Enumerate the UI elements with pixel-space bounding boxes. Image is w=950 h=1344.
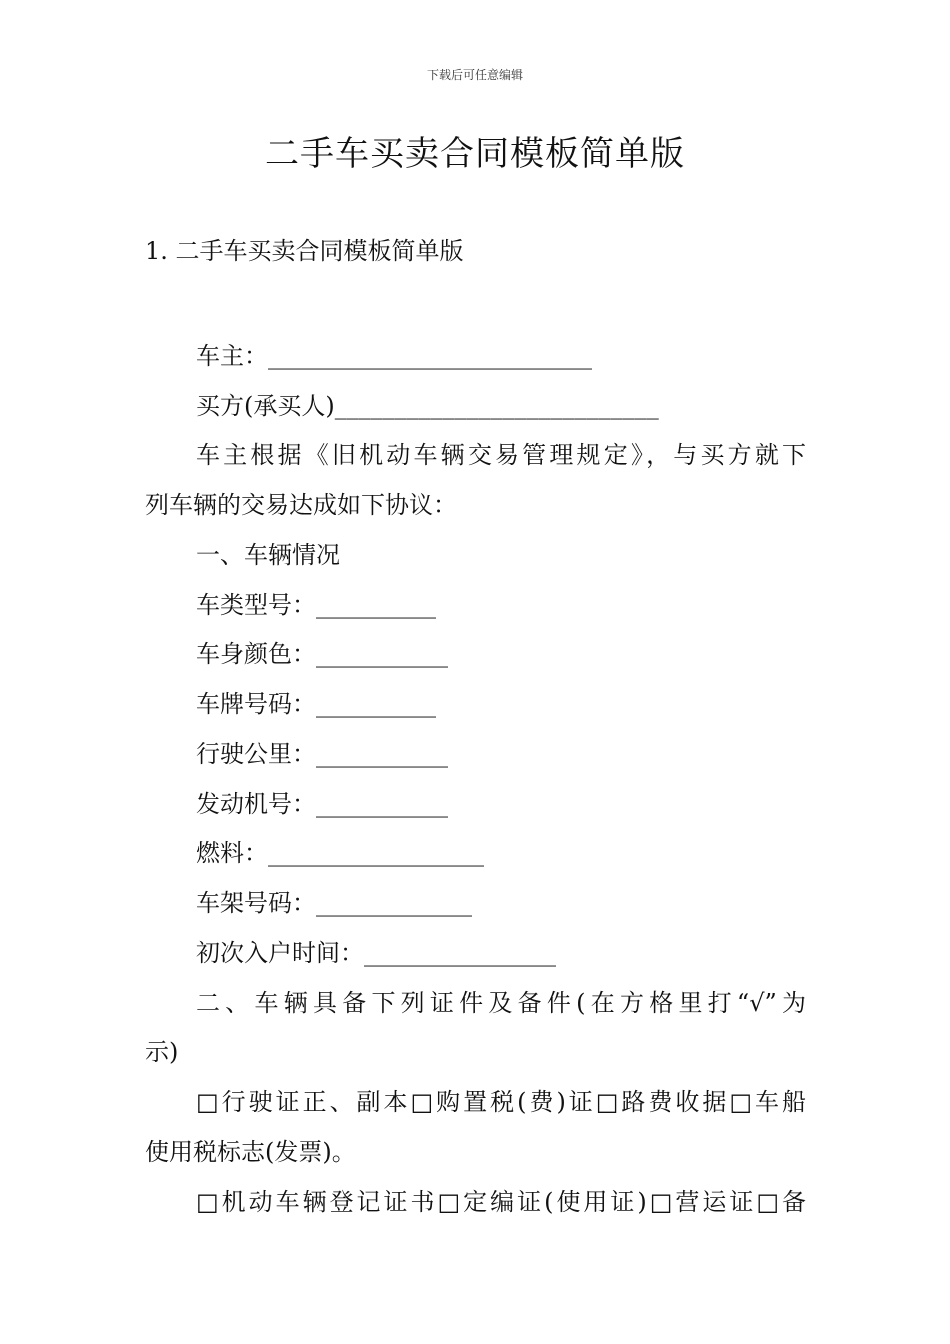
documents-checklist-line-3: □机动车辆登记证书□定编证(使用证)□营运证□备 xyxy=(196,1188,806,1216)
documents-heading-line-1: 二、车辆具备下列证件及备件(在方格里打“√”为 xyxy=(196,989,806,1017)
mileage-line: 行驶公里：___________ xyxy=(196,740,448,768)
first-registration-line: 初次入户时间：________________ xyxy=(196,939,556,967)
documents-checklist-line-2: 使用税标志(发票)。 xyxy=(145,1138,356,1166)
frame-number-line: 车架号码：_____________ xyxy=(196,889,472,917)
vehicle-color-line: 车身颜色：___________ xyxy=(196,640,448,668)
documents-heading-line-2: 示) xyxy=(145,1038,179,1066)
agreement-paragraph-line-2: 列车辆的交易达成如下协议： xyxy=(145,491,457,519)
owner-line: 车主：___________________________ xyxy=(196,342,592,370)
documents-checklist-line-1: □行驶证正、副本□购置税(费)证□路费收据□车船 xyxy=(196,1088,806,1116)
header-note: 下载后可任意编辑 xyxy=(426,68,523,82)
agreement-paragraph-line-1: 车主根据《旧机动车辆交易管理规定》，与买方就下 xyxy=(196,441,806,469)
fuel-line: 燃料：__________________ xyxy=(196,839,484,867)
section-title: 1. 二手车买卖合同模板简单版 xyxy=(145,237,464,265)
buyer-line: 买方(承买人)___________________________ xyxy=(196,392,659,420)
vehicle-info-heading: 一、车辆情况 xyxy=(196,541,340,569)
license-plate-line: 车牌号码：__________ xyxy=(196,690,436,718)
vehicle-model-line: 车类型号：__________ xyxy=(196,591,436,619)
engine-number-line: 发动机号：___________ xyxy=(196,790,448,818)
document-title: 二手车买卖合同模板简单版 xyxy=(265,134,685,174)
